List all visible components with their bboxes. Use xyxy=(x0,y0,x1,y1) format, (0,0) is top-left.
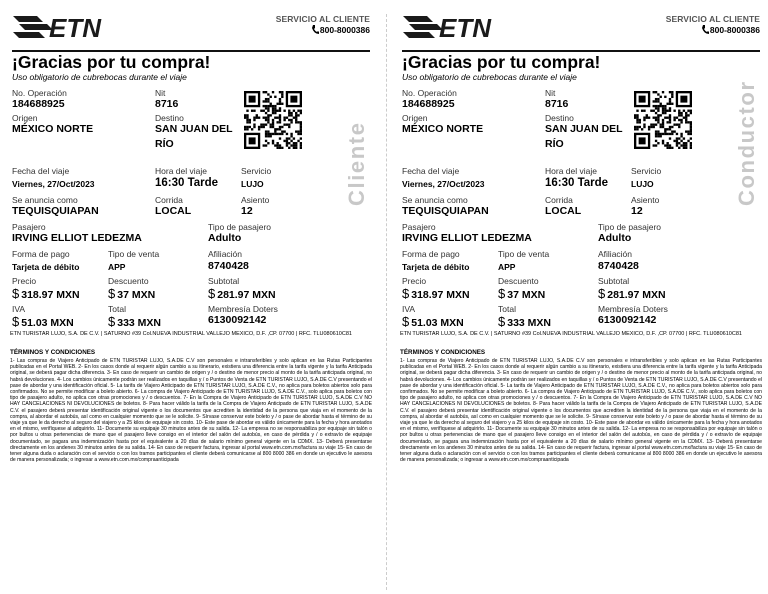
service-label: SERVICIO AL CLIENTE xyxy=(665,14,760,24)
affiliation-value: 8740428 xyxy=(208,260,249,272)
ticket-driver-copy xyxy=(398,8,762,588)
passenger-value: IRVING ELLIOT LEDEZMA xyxy=(402,232,532,244)
sale-type-label: Tipo de venta xyxy=(108,249,160,259)
subtotal-value xyxy=(208,286,276,301)
subtotal-amount: 281.97 MXN xyxy=(217,289,276,301)
logo-text: ETN xyxy=(439,13,491,40)
tax-amount: 51.03 MXN xyxy=(21,317,74,329)
total-value xyxy=(108,314,161,329)
seat-label: Asiento xyxy=(631,195,660,205)
operation-value: 184688925 xyxy=(12,98,65,110)
destination-value-line1: SAN JUAN DEL xyxy=(545,123,623,135)
tear-line xyxy=(386,14,387,590)
sale-type-value: APP xyxy=(498,262,516,272)
service-type-value: LUJO xyxy=(631,179,654,189)
terms-title: TÉRMINOS Y CONDICIONES xyxy=(400,349,486,356)
nit-value: 8716 xyxy=(155,98,179,110)
customer-service xyxy=(666,14,760,35)
etn-logo xyxy=(403,12,508,40)
payment-method-value: Tarjeta de débito xyxy=(402,262,470,272)
nit-label: Nit xyxy=(155,88,166,98)
etn-logo xyxy=(13,12,118,40)
phone-icon xyxy=(312,25,319,34)
trip-time-label: Hora del viaje xyxy=(545,166,597,176)
passenger-label: Pasajero xyxy=(402,222,436,232)
seat-label: Asiento xyxy=(241,195,270,205)
discount-value xyxy=(108,286,155,301)
seat-value: 12 xyxy=(631,205,643,217)
trip-time-label: Hora del viaje xyxy=(155,166,207,176)
customer-service xyxy=(276,14,370,35)
subtotal-amount: 281.97 MXN xyxy=(607,289,666,301)
currency-symbol: $ xyxy=(208,286,216,301)
discount-label: Descuento xyxy=(498,276,539,286)
terms-text: 1- Las compras de Viajero Anticipado de ETN TURISTAR LUJO, S.A.DE C.V son personales e intransferibles y solo aplican en las Rutas Participantes publicadas en el Portal WEB. 2- En los casos donde al requerir algún cambio a su itinerario, existiera una diferencia entre la tarifa vigente y la tarifa Anticipada original, se deberá pagar dicha diferencia. 3- En caso de requerir un cambio de origen y / o destino de menor precio al monto de la tarifa anticipada original, no habrá devoluciones. 4- Los cambios únicamente podrán ser realizados en taquillas y / o Puntos de Venta de ETN TURISTAR LUJO, S.A.DE C.V presentando el pase de abordar y una identificación oficial. 5- La tarifa de Viajero Anticipado de ETN TURISTAR LUJO, S.A.DE C.V., no aplica para boletos abiertos solo para confirmados. No se permite modificar a boleto abierto. 6- La compra de Viajero Anticipado de ETN TURISTAR LUJO, S.A.DE C.V., solo aplica para boletos con tipo de pasajero adulto, no aplica con otras promociones y / o descuentos. 7- En la Compra de Viajero Anticipado de ETN TURISTAR LUJO, S.A.DE C.V NO HAY CANCELACIONES NI DEVOLUCIONES de boletos. 8- Para hacer válido la tarifa de la Compra de Viajero Anticipado de ETN TURISTAR LUJO, S.A.DE C.V. el pasajero deberá presentar identificación original vigente o los documentos que acrediten la identidad de la persona que viaja en el momento de la compra, al abordar el autobús, así como en cualquier momento que se le solicite. 9- Sírvase conservar este boleto y / o pase de abordar hasta el término de su viaje ya que le da derecho al seguro del viajero y a 25 kilos de equipaje sin costo. 10- Este pase de abordar es válido únicamente para la fecha y hora anotados en el mismo, verifíquese al adquirirlo. 11- Documente su equipaje 30 minutos antes de su salida. 12- La empresa no se responsabiliza por equipaje sin talón o por bultos u otras pertenencias de mano que el pasajero lleve consigo en el interior del salón del autobús, en caso de pérdida y / o extravío de equipaje documentado, se pagara una indemnización hasta por el equivalente a 20 días de salario mínimo general vigente en la CDMX. 13- Deberá presentarse directamente en los andenes 30 minutos antes de su salida. 14- En caso de requerir factura, ingresar al portal www.etn.com.mx/factura su viaje 15- En caso de tener alguna duda o aclaración con el servicio o con los tramos participantes el cliente deberá comunicarse al 800 8000 386 en donde un ejecutivo le asesora de manera personalizada; o ingresar a www.etn.com.mx/compraanticipada xyxy=(400,358,762,464)
price-amount: 318.97 MXN xyxy=(411,289,470,301)
subtotal-label: Subtotal xyxy=(598,276,630,286)
currency-symbol: $ xyxy=(498,314,506,329)
announced-as-value: TEQUISQUIAPAN xyxy=(12,205,99,217)
logo-text: ETN xyxy=(49,13,101,40)
nit-label: Nit xyxy=(545,88,556,98)
payment-method-label: Forma de pago xyxy=(12,249,70,259)
terms-text: 1- Las compras de Viajero Anticipado de ETN TURISTAR LUJO, S.A.DE C.V son personales e intransferibles y solo aplican en las Rutas Participantes publicadas en el Portal WEB. 2- En los casos donde al requerir algún cambio a su itinerario, existiera una diferencia entre la tarifa vigente y la tarifa Anticipada original, se deberá pagar dicha diferencia. 3- En caso de requerir un cambio de origen y / o destino de menor precio al monto de la tarifa anticipada original, no habrá devoluciones. 4- Los cambios únicamente podrán ser realizados en taquillas y / o Puntos de Venta de ETN TURISTAR LUJO, S.A.DE C.V presentando el pase de abordar y una identificación oficial. 5- La tarifa de Viajero Anticipado de ETN TURISTAR LUJO, S.A.DE C.V., no aplica para boletos abiertos solo para confirmados. No se permite modificar a boleto abierto. 6- La compra de Viajero Anticipado de ETN TURISTAR LUJO, S.A.DE C.V., solo aplica para boletos con tipo de pasajero adulto, no aplica con otras promociones y / o descuentos. 7- En la Compra de Viajero Anticipado de ETN TURISTAR LUJO, S.A.DE C.V NO HAY CANCELACIONES NI DEVOLUCIONES de boletos. 8- Para hacer válido la tarifa de la Compra de Viajero Anticipado de ETN TURISTAR LUJO, S.A.DE C.V. el pasajero deberá presentar identificación original vigente o los documentos que acrediten la identidad de la persona que viaja en el momento de la compra, al abordar el autobús, así como en cualquier momento que se le solicite. 9- Sírvase conservar este boleto y / o pase de abordar hasta el término de su viaje ya que le da derecho al seguro del viajero y a 25 kilos de equipaje sin costo. 10- Este pase de abordar es válido únicamente para la fecha y hora anotados en el mismo, verifíquese al adquirirlo. 11- Documente su equipaje 30 minutos antes de su salida. 12- La empresa no se responsabiliza por equipaje sin talón o por bultos u otras pertenencias de mano que el pasajero lleve consigo en el interior del salón del autobús, en caso de pérdida y / o extravío de equipaje documentado, se pagara una indemnización hasta por el equivalente a 20 días de salario mínimo general vigente en la CDMX. 13- Deberá presentarse directamente en los andenes 30 minutos antes de su salida. 14- En caso de requerir factura, ingresar al portal www.etn.com.mx/factura su viaje 15- En caso de tener alguna duda o aclaración con el servicio o con los tramos participantes el cliente deberá comunicarse al 800 8000 386 en donde un ejecutivo le asesora de manera personalizada; o ingresar a www.etn.com.mx/compraanticipada xyxy=(10,358,372,464)
currency-symbol: $ xyxy=(498,286,506,301)
copy-label: Cliente xyxy=(344,121,369,206)
tax-label: IVA xyxy=(402,304,416,314)
sale-type-label: Tipo de venta xyxy=(498,249,550,259)
company-info: ETN TURISTAR LUJO, S.A. DE C.V. | SATURNO #39 Col.NUEVA INDUSTRIAL VALLEJO MEXICO, D.F. ,CP. 07700 | RFC. TLU080610C81 xyxy=(10,331,352,337)
copy-label: Conductor xyxy=(734,80,759,206)
announced-as-label: Se anuncia como xyxy=(402,195,468,205)
mask-notice: Uso obligatorio de cubrebocas durante el viaje xyxy=(402,72,577,82)
announced-as-label: Se anuncia como xyxy=(12,195,78,205)
total-amount: 333 MXN xyxy=(507,317,552,329)
trip-time-value: 16:30 Tarde xyxy=(545,177,609,189)
service-type-value: LUJO xyxy=(241,179,264,189)
destination-value-line2: RÍO xyxy=(545,138,564,150)
destination-label: Destino xyxy=(545,113,574,123)
company-info: ETN TURISTAR LUJO, S.A. DE C.V. | SATURNO #39 Col.NUEVA INDUSTRIAL VALLEJO MEXICO, D.F. ,CP. 07700 | RFC. TLU080610C81 xyxy=(400,331,742,337)
trip-date-label: Fecha del viaje xyxy=(402,166,460,176)
currency-symbol: $ xyxy=(108,314,116,329)
service-phone xyxy=(276,25,370,35)
tax-label: IVA xyxy=(12,304,26,314)
nit-value: 8716 xyxy=(545,98,569,110)
total-label: Total xyxy=(108,304,126,314)
payment-method-value: Tarjeta de débito xyxy=(12,262,80,272)
price-label: Precio xyxy=(12,276,37,286)
thanks-title: ¡Gracias por tu compra! xyxy=(402,52,601,72)
destination-value-line2: RÍO xyxy=(155,138,174,150)
seat-value: 12 xyxy=(241,205,253,217)
passenger-value: IRVING ELLIOT LEDEZMA xyxy=(12,232,142,244)
tax-amount: 51.03 MXN xyxy=(411,317,464,329)
announced-as-value: TEQUISQUIAPAN xyxy=(402,205,489,217)
discount-value xyxy=(498,286,545,301)
run-value: LOCAL xyxy=(545,205,582,217)
ticket-client-copy xyxy=(8,8,372,588)
price-value xyxy=(12,286,80,301)
passenger-type-value: Adulto xyxy=(208,232,242,244)
trip-date-value: Viernes, 27/Oct/2023 xyxy=(12,179,95,189)
total-label: Total xyxy=(498,304,516,314)
passenger-label: Pasajero xyxy=(12,222,46,232)
total-value xyxy=(498,314,551,329)
operation-label: No. Operación xyxy=(12,88,67,98)
run-label: Corrida xyxy=(155,195,183,205)
currency-symbol: $ xyxy=(598,286,606,301)
membership-value: 6130092142 xyxy=(208,314,267,326)
run-label: Corrida xyxy=(545,195,573,205)
phone-number: 800-8000386 xyxy=(709,25,760,35)
trip-date-value: Viernes, 27/Oct/2023 xyxy=(402,179,485,189)
operation-value: 184688925 xyxy=(402,98,455,110)
discount-label: Descuento xyxy=(108,276,149,286)
currency-symbol: $ xyxy=(402,286,410,301)
thanks-title: ¡Gracias por tu compra! xyxy=(12,52,211,72)
passenger-type-value: Adulto xyxy=(598,232,632,244)
operation-label: No. Operación xyxy=(402,88,457,98)
destination-value-line1: SAN JUAN DEL xyxy=(155,123,233,135)
price-amount: 318.97 MXN xyxy=(21,289,80,301)
currency-symbol: $ xyxy=(108,286,116,301)
passenger-type-label: Tipo de pasajero xyxy=(598,222,662,232)
origin-label: Origen xyxy=(12,113,38,123)
trip-date-label: Fecha del viaje xyxy=(12,166,70,176)
currency-symbol: $ xyxy=(12,286,20,301)
membership-label: Membresía Doters xyxy=(208,304,278,314)
subtotal-label: Subtotal xyxy=(208,276,240,286)
affiliation-value: 8740428 xyxy=(598,260,639,272)
currency-symbol: $ xyxy=(12,314,20,329)
affiliation-label: Afiliación xyxy=(598,249,633,259)
mask-notice: Uso obligatorio de cubrebocas durante el viaje xyxy=(12,72,187,82)
price-label: Precio xyxy=(402,276,427,286)
phone-number: 800-8000386 xyxy=(319,25,370,35)
tax-value xyxy=(12,314,74,329)
sale-type-value: APP xyxy=(108,262,126,272)
currency-symbol: $ xyxy=(402,314,410,329)
service-phone xyxy=(666,25,760,35)
discount-amount: 37 MXN xyxy=(507,289,546,301)
passenger-type-label: Tipo de pasajero xyxy=(208,222,272,232)
origin-value: MÉXICO NORTE xyxy=(402,123,484,135)
tax-value xyxy=(402,314,464,329)
origin-label: Origen xyxy=(402,113,428,123)
subtotal-value xyxy=(598,286,666,301)
membership-label: Membresía Doters xyxy=(598,304,668,314)
phone-icon xyxy=(702,25,709,34)
payment-method-label: Forma de pago xyxy=(402,249,460,259)
membership-value: 6130092142 xyxy=(598,314,657,326)
service-type-label: Servicio xyxy=(241,166,272,176)
qr-code xyxy=(634,91,692,149)
total-amount: 333 MXN xyxy=(117,317,162,329)
destination-label: Destino xyxy=(155,113,184,123)
discount-amount: 37 MXN xyxy=(117,289,156,301)
price-value xyxy=(402,286,470,301)
trip-time-value: 16:30 Tarde xyxy=(155,177,219,189)
service-label: SERVICIO AL CLIENTE xyxy=(275,14,370,24)
origin-value: MÉXICO NORTE xyxy=(12,123,94,135)
run-value: LOCAL xyxy=(155,205,192,217)
qr-code xyxy=(244,91,302,149)
affiliation-label: Afiliación xyxy=(208,249,243,259)
service-type-label: Servicio xyxy=(631,166,662,176)
terms-title: TÉRMINOS Y CONDICIONES xyxy=(10,349,96,356)
